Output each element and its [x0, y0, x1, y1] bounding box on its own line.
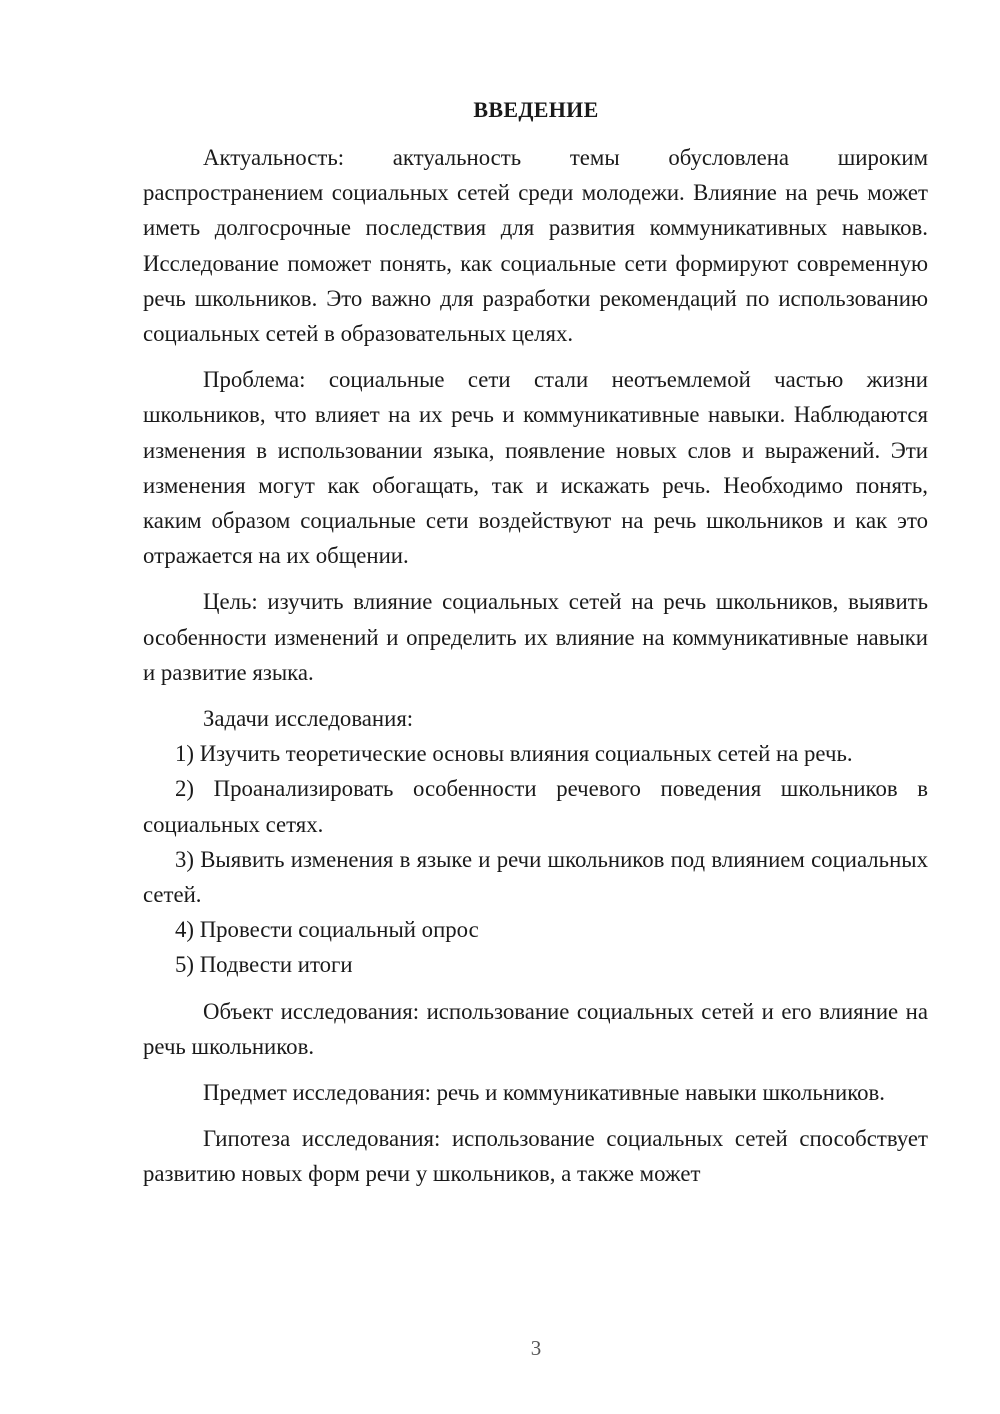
task-item-3: 3) Выявить изменения в языке и речи школьников под влиянием социальных сетей.: [143, 846, 928, 908]
page-title: ВВЕДЕНИЕ: [473, 97, 599, 122]
paragraph-problem: Проблема: социальные сети стали неотъемлемой частью жизни школьников, что влияет на их речь и коммуникативные навыки. Наблюдаются изменения в использовании языка, появление новых слов и выражений. Эти изменения могут как обогащать, так и искажать речь. Необходимо понять, каким образом социальные сети воздействуют на речь школьников и как это отражается на их общении.: [143, 367, 928, 569]
task-item-2: 2) Проанализировать особенности речевого поведения школьников в социальных сетях.: [143, 776, 928, 837]
paragraph-hypothesis: Гипотеза исследования: использование социальных сетей способствует развитию новых форм речи у школьников, а также может: [143, 1126, 928, 1187]
task-item-4: 4) Провести социальный опрос: [175, 917, 479, 943]
tasks-heading: Задачи исследования:: [203, 706, 414, 732]
page-number: 3: [530, 1336, 542, 1360]
task-item-5: 5) Подвести итоги: [175, 952, 353, 978]
document-body: [143, 140, 928, 1192]
paragraph-subject: Предмет исследования: речь и коммуникативные навыки школьников.: [203, 1080, 885, 1106]
paragraph-relevance: Актуальность: актуальность темы обусловлена широким распространением социальных сетей среди молодежи. Влияние на речь может иметь долгосрочные последствия для развития коммуникативных навыков. Исследование поможет понять, как социальные сети формируют современную речь школьников. Это важно для разработки рекомендаций по использованию социальных сетей в образовательных целях.: [143, 145, 928, 347]
paragraph-goal: Цель: изучить влияние социальных сетей на речь школьников, выявить особенности изменений и определить их влияние на коммуникативные навыки и развитие языка.: [143, 589, 928, 685]
task-item-1: 1) Изучить теоретические основы влияния социальных сетей на речь.: [175, 741, 853, 767]
paragraph-object: Объект исследования: использование социальных сетей и его влияние на речь школьников.: [143, 998, 928, 1059]
